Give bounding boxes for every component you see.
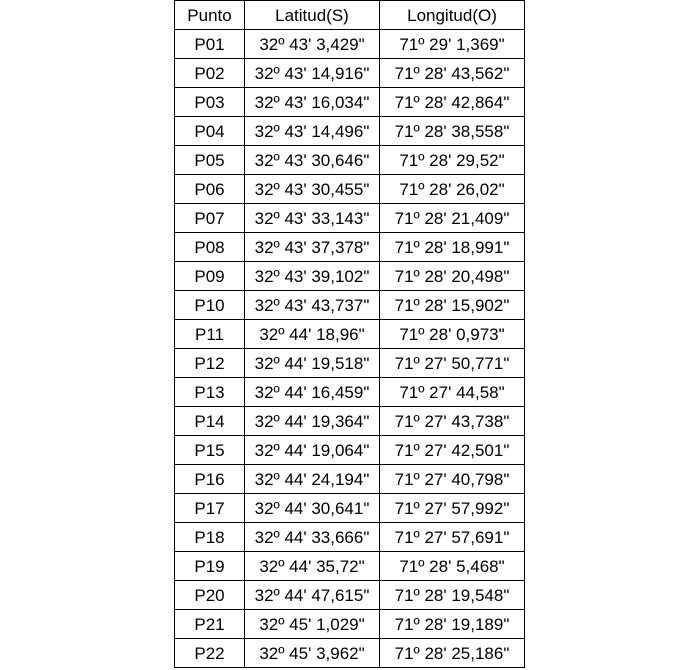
cell-longitud: 71º 28' 38,558" (380, 117, 525, 146)
table-row (175, 436, 525, 465)
table-body (175, 30, 525, 668)
cell-punto: P20 (175, 581, 245, 610)
table-row (175, 465, 525, 494)
table-row (175, 175, 525, 204)
cell-latitud: 32º 43' 3,429" (245, 30, 380, 59)
cell-latitud: 32º 43' 39,102" (245, 262, 380, 291)
cell-longitud: 71º 27' 57,691" (380, 523, 525, 552)
cell-latitud: 32º 43' 16,034" (245, 88, 380, 117)
table-row (175, 378, 525, 407)
cell-longitud: 71º 27' 50,771" (380, 349, 525, 378)
cell-longitud: 71º 27' 57,992" (380, 494, 525, 523)
cell-longitud: 71º 28' 25,186" (380, 639, 525, 668)
cell-punto: P02 (175, 59, 245, 88)
cell-latitud: 32º 44' 30,641" (245, 494, 380, 523)
cell-latitud: 32º 44' 35,72" (245, 552, 380, 581)
cell-punto: P16 (175, 465, 245, 494)
cell-latitud: 32º 43' 33,143" (245, 204, 380, 233)
cell-latitud: 32º 44' 16,459" (245, 378, 380, 407)
table-row (175, 291, 525, 320)
cell-longitud: 71º 28' 0,973" (380, 320, 525, 349)
cell-punto: P07 (175, 204, 245, 233)
cell-longitud: 71º 28' 26,02" (380, 175, 525, 204)
cell-longitud: 71º 27' 40,798" (380, 465, 525, 494)
table-row (175, 320, 525, 349)
cell-latitud: 32º 43' 43,737" (245, 291, 380, 320)
cell-longitud: 71º 28' 15,902" (380, 291, 525, 320)
cell-longitud: 71º 28' 19,548" (380, 581, 525, 610)
cell-punto: P01 (175, 30, 245, 59)
cell-longitud: 71º 29' 1,369" (380, 30, 525, 59)
cell-latitud: 32º 44' 24,194" (245, 465, 380, 494)
table-row (175, 349, 525, 378)
cell-longitud: 71º 28' 19,189" (380, 610, 525, 639)
cell-latitud: 32º 43' 14,916" (245, 59, 380, 88)
table-row (175, 494, 525, 523)
cell-punto: P17 (175, 494, 245, 523)
cell-latitud: 32º 44' 47,615" (245, 581, 380, 610)
table-row (175, 610, 525, 639)
cell-latitud: 32º 44' 19,364" (245, 407, 380, 436)
cell-punto: P03 (175, 88, 245, 117)
table-row (175, 59, 525, 88)
table-row (175, 88, 525, 117)
cell-punto: P19 (175, 552, 245, 581)
cell-latitud: 32º 45' 1,029" (245, 610, 380, 639)
table-row (175, 204, 525, 233)
table-row (175, 146, 525, 175)
table-row (175, 552, 525, 581)
cell-punto: P11 (175, 320, 245, 349)
cell-punto: P18 (175, 523, 245, 552)
coordinates-table (174, 0, 525, 668)
cell-punto: P05 (175, 146, 245, 175)
cell-latitud: 32º 44' 19,064" (245, 436, 380, 465)
cell-latitud: 32º 44' 19,518" (245, 349, 380, 378)
cell-latitud: 32º 43' 14,496" (245, 117, 380, 146)
cell-latitud: 32º 43' 30,646" (245, 146, 380, 175)
cell-punto: P12 (175, 349, 245, 378)
table-row (175, 262, 525, 291)
cell-longitud: 71º 28' 5,468" (380, 552, 525, 581)
cell-longitud: 71º 28' 42,864" (380, 88, 525, 117)
table-header (175, 1, 525, 30)
cell-latitud: 32º 43' 30,455" (245, 175, 380, 204)
table-row (175, 523, 525, 552)
cell-punto: P06 (175, 175, 245, 204)
cell-punto: P04 (175, 117, 245, 146)
cell-punto: P09 (175, 262, 245, 291)
cell-longitud: 71º 28' 43,562" (380, 59, 525, 88)
table-row (175, 30, 525, 59)
cell-punto: P21 (175, 610, 245, 639)
header-punto: Punto (175, 1, 245, 30)
cell-punto: P13 (175, 378, 245, 407)
cell-latitud: 32º 44' 33,666" (245, 523, 380, 552)
cell-longitud: 71º 28' 29,52" (380, 146, 525, 175)
table-row (175, 407, 525, 436)
header-row (175, 1, 525, 30)
table-row (175, 233, 525, 262)
cell-longitud: 71º 27' 44,58" (380, 378, 525, 407)
cell-punto: P15 (175, 436, 245, 465)
cell-latitud: 32º 43' 37,378" (245, 233, 380, 262)
cell-punto: P10 (175, 291, 245, 320)
table-row (175, 639, 525, 668)
cell-longitud: 71º 28' 18,991" (380, 233, 525, 262)
cell-latitud: 32º 44' 18,96" (245, 320, 380, 349)
cell-punto: P22 (175, 639, 245, 668)
cell-longitud: 71º 27' 43,738" (380, 407, 525, 436)
header-longitud: Longitud(O) (380, 1, 525, 30)
cell-longitud: 71º 27' 42,501" (380, 436, 525, 465)
cell-latitud: 32º 45' 3,962" (245, 639, 380, 668)
cell-longitud: 71º 28' 21,409" (380, 204, 525, 233)
table-row (175, 581, 525, 610)
cell-punto: P14 (175, 407, 245, 436)
cell-punto: P08 (175, 233, 245, 262)
header-latitud: Latitud(S) (245, 1, 380, 30)
cell-longitud: 71º 28' 20,498" (380, 262, 525, 291)
table-row (175, 117, 525, 146)
